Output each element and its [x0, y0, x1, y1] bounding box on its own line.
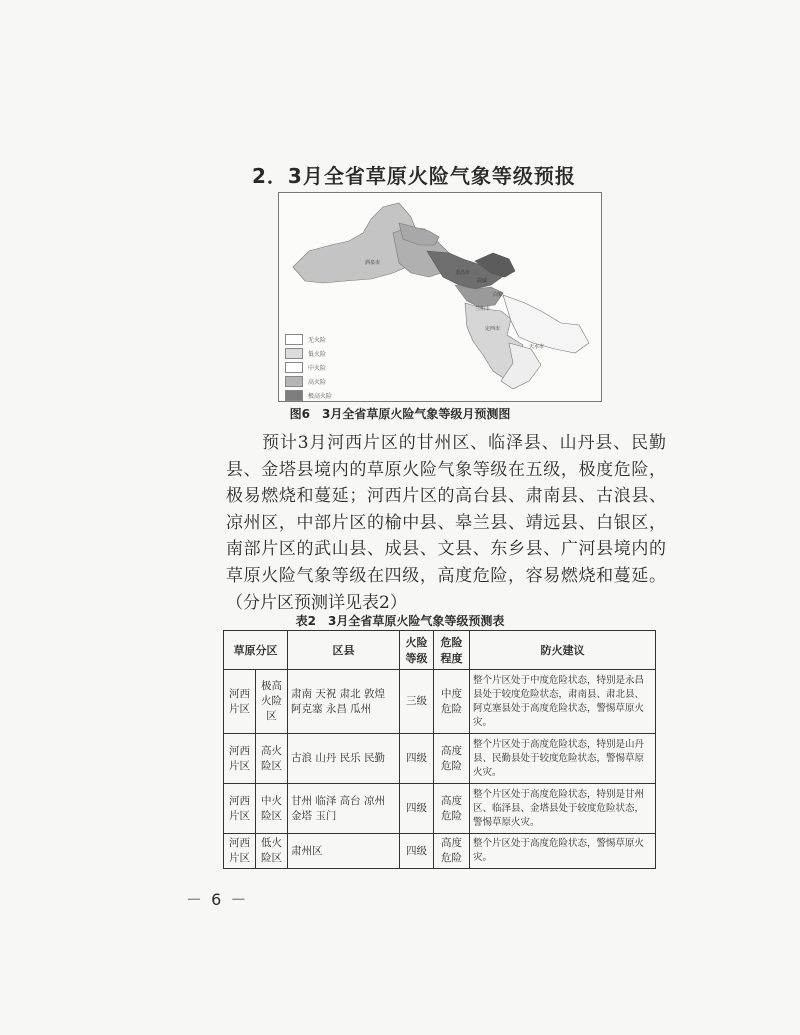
legend-swatch — [285, 376, 303, 387]
legend-swatch — [285, 334, 303, 345]
cell-advice: 整个片区处于高度危险状态，警惕草原火灾。 — [470, 834, 656, 869]
legend-item — [285, 375, 365, 388]
table-caption: 表2 3月全省草原火险气象等级预测表 — [295, 614, 505, 628]
header-county: 区县 — [288, 631, 400, 670]
map-city-label: 天水市 — [529, 344, 545, 350]
cell-region: 河西片区 — [224, 670, 256, 734]
section-title: 2．3月全省草原火险气象等级预报 — [252, 164, 576, 188]
map-legend — [285, 333, 365, 403]
cell-counties: 古浪 山丹 民乐 民勤 — [288, 734, 400, 784]
table-row — [224, 734, 656, 784]
cell-level: 四级 — [400, 834, 434, 869]
cell-subzone: 低火险区 — [256, 834, 288, 869]
map-city-label: 定西市 — [485, 326, 501, 332]
forecast-paragraph — [226, 430, 666, 616]
legend-swatch — [285, 362, 303, 373]
cell-level: 四级 — [400, 734, 434, 784]
legend-label: 中火险 — [308, 365, 327, 372]
cell-counties: 甘州 临泽 高台 凉州 金塔 玉门 — [288, 784, 400, 834]
cell-level: 四级 — [400, 784, 434, 834]
cell-advice: 整个片区处于中度危险状态，特别是永昌县处于较度危险状态，肃南县、肃北县、阿克塞县处于高度危险状态，警惕草原火灾。 — [470, 670, 656, 734]
legend-item — [285, 389, 365, 402]
legend-label: 低火险 — [308, 351, 327, 358]
forecast-table — [223, 630, 656, 869]
header-advice: 防火建议 — [470, 631, 656, 670]
cell-counties: 肃南 天祝 肃北 敦煌 阿克塞 永昌 瓜州 — [288, 670, 400, 734]
cell-region: 河西片区 — [224, 734, 256, 784]
cell-region: 河西片区 — [224, 834, 256, 869]
legend-item — [285, 347, 365, 360]
map-city-label: 酒泉市 — [365, 260, 381, 266]
legend-label: 高火险 — [308, 379, 327, 386]
cell-danger: 高度危险 — [434, 784, 470, 834]
cell-subzone: 中火险区 — [256, 784, 288, 834]
legend-label: 极高火险 — [308, 393, 333, 400]
cell-danger: 高度危险 — [434, 734, 470, 784]
cell-danger: 中度危险 — [434, 670, 470, 734]
table-header-row — [224, 631, 656, 670]
legend-swatch — [285, 348, 303, 359]
cell-subzone: 极高火险区 — [256, 670, 288, 734]
legend-item — [285, 333, 365, 346]
header-zone: 草原分区 — [224, 631, 288, 670]
cell-level: 三级 — [400, 670, 434, 734]
table-row — [224, 670, 656, 734]
fire-risk-map — [278, 192, 602, 402]
header-danger: 危险程度 — [434, 631, 470, 670]
map-city-label: 金昌市 — [455, 270, 471, 276]
legend-swatch — [285, 390, 303, 401]
map-city-label: 白银 — [493, 292, 504, 298]
legend-item — [285, 361, 365, 374]
legend-label: 无火险 — [308, 337, 327, 344]
paragraph-text: 预计3月河西片区的甘州区、临泽县、山丹县、民勤县、金塔县境内的草原火险气象等级在五级，极度危险，极易燃烧和蔓延；河西片区的高台县、肃南县、古浪县、凉州区，中部片区的榆中县、皋兰县、靖远县、白银区，南部片区的武山县、成县、文县、东乡县、广河县境内的草原火险气象等级在四级，高度危险，容易燃烧和蔓延。（分片区预测详见表2） — [226, 433, 666, 613]
page-number: － 6 － — [186, 890, 249, 909]
map-city-label: 兰州市 — [475, 306, 491, 312]
cell-subzone: 高火险区 — [256, 734, 288, 784]
map-city-label: 武威 — [477, 278, 488, 284]
figure-caption: 图6 3月全省草原火险气象等级月预测图 — [289, 407, 511, 421]
table-row — [224, 784, 656, 834]
cell-counties: 肃州区 — [288, 834, 400, 869]
cell-advice: 整个片区处于高度危险状态，特别是甘州区、临泽县、金塔县处于较度危险状态，警惕草原火灾。 — [470, 784, 656, 834]
cell-region: 河西片区 — [224, 784, 256, 834]
table-row — [224, 834, 656, 869]
cell-advice: 整个片区处于高度危险状态，特别是山丹县、民勤县处于较度危险状态，警惕草原火灾。 — [470, 734, 656, 784]
header-level: 火险等级 — [400, 631, 434, 670]
cell-danger: 高度危险 — [434, 834, 470, 869]
